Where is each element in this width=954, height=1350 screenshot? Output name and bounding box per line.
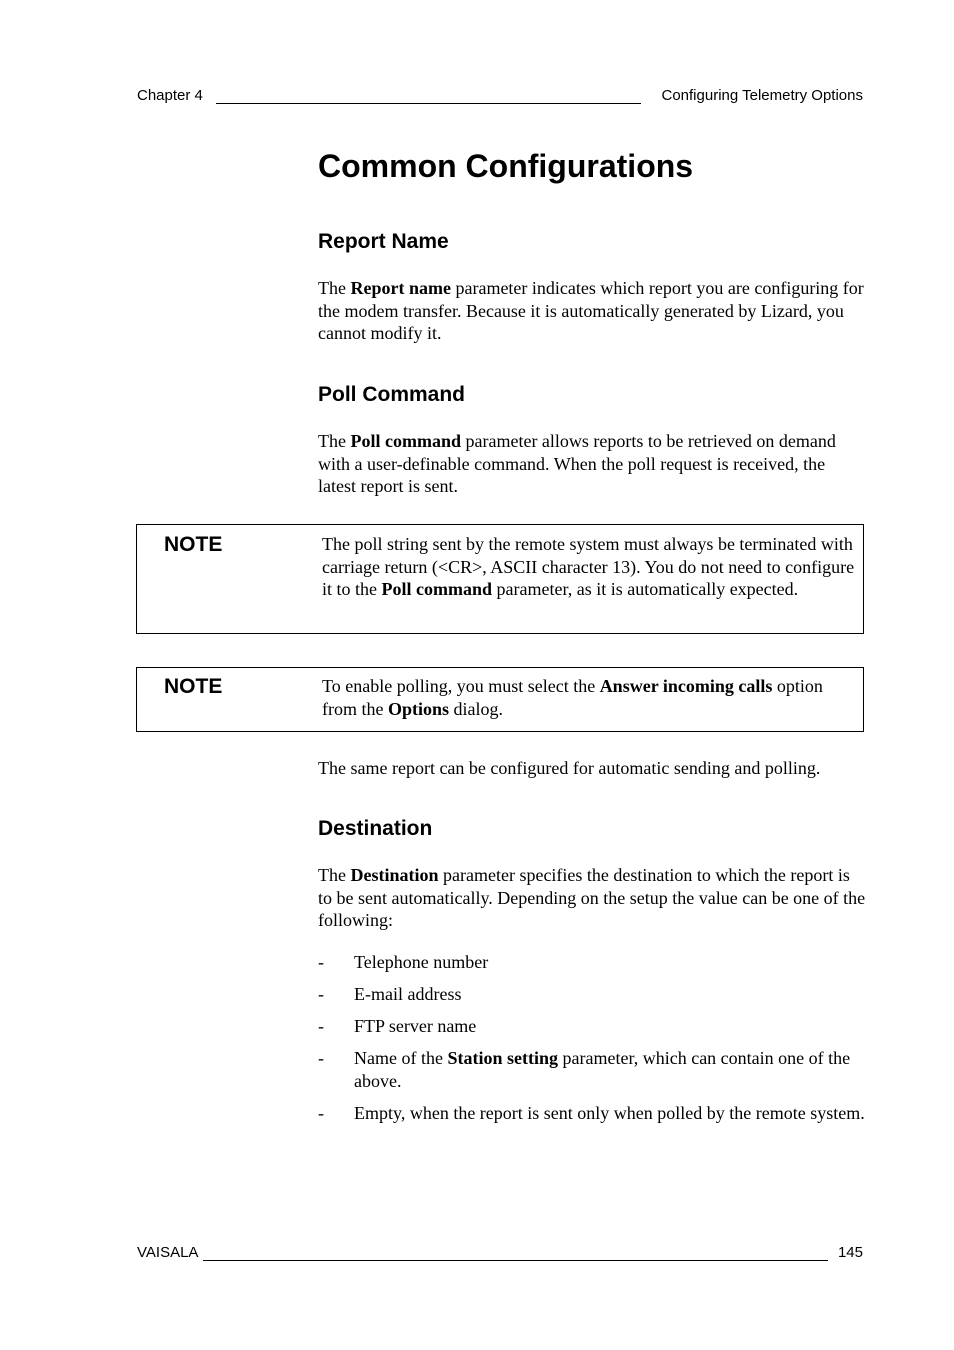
note-box-enable-polling	[136, 667, 864, 732]
report-name-paragraph: The Report name parameter indicates which report you are configuring for the modem transfer. Because it is automatically generated by Lizard, you cannot modify it.	[318, 278, 864, 344]
note-box-poll-string	[136, 524, 864, 634]
heading-report-name: Report Name	[318, 230, 449, 253]
page-title: Common Configurations	[318, 148, 694, 184]
list-item: - Telephone number	[318, 952, 489, 972]
same-report-paragraph: The same report can be configured for automatic sending and polling.	[318, 758, 821, 778]
destination-paragraph: The Destination parameter specifies the destination to which the report is to be sent automatically. Depending on the setup the value can be one of the following:	[318, 865, 866, 931]
list-item: - Name of the Station setting parameter, which can contain one of the above.	[318, 1047, 851, 1091]
note-label: NOTE	[164, 533, 223, 556]
note-label: NOTE	[164, 675, 223, 698]
header-rule	[216, 103, 641, 104]
destination-options-list	[318, 951, 866, 1134]
list-item: - E-mail address	[318, 983, 462, 1004]
note-text: To enable polling, you must select the Answer incoming calls option from the Options dialog.	[322, 676, 823, 719]
running-header-chapter: Chapter 4	[137, 87, 203, 104]
note-text: The poll string sent by the remote system must always be terminated with carriage return (<CR>, ASCII character 13). You do not need to configure it to the Poll command parameter, as it is automatically expected.	[322, 534, 855, 600]
heading-poll-command: Poll Command	[318, 383, 466, 406]
poll-command-paragraph: The Poll command parameter allows reports to be retrieved on demand with a user-definable command. When the poll request is received, the latest report is sent.	[318, 431, 836, 497]
list-item: - FTP server name	[318, 1015, 477, 1036]
list-item: - Empty, when the report is sent only when polled by the remote system.	[318, 1102, 865, 1123]
footer-brand: VAISALA	[137, 1244, 199, 1261]
running-header-section: Configuring Telemetry Options	[661, 87, 863, 104]
heading-destination: Destination	[318, 817, 433, 840]
footer-rule	[203, 1260, 828, 1261]
page-number: 145	[837, 1244, 863, 1261]
